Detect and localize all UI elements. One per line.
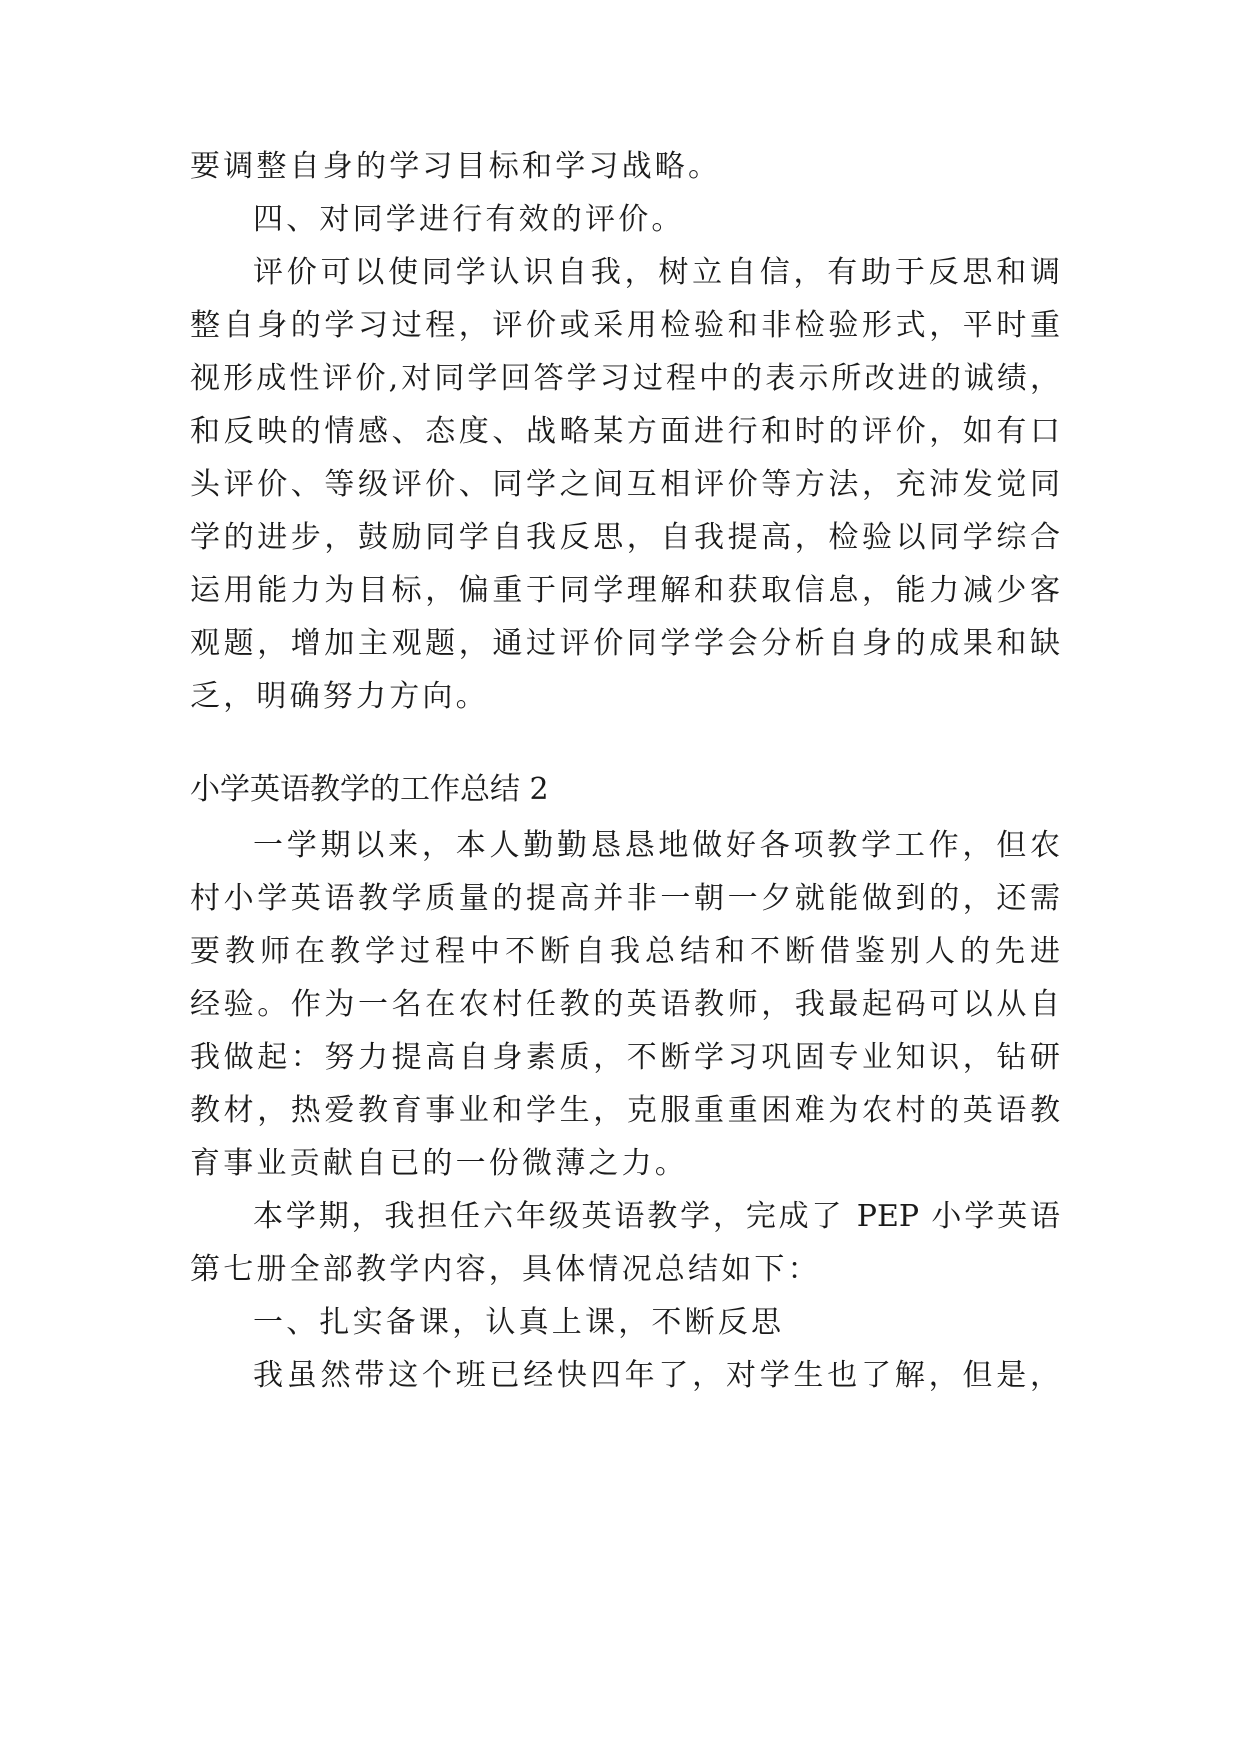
- text-line: 头评价、等级评价、同学之间互相评价等方法，充沛发觉同: [190, 467, 1060, 502]
- text-line: 整自身的学习过程，评价或采用检验和非检验形式，平时重: [190, 308, 1060, 343]
- text-line: 评价可以使同学认识自我，树立自信，有助于反思和调: [253, 255, 1060, 290]
- text-line: 教材，热爱教育事业和学生，克服重重困难为农村的英语教: [190, 1093, 1060, 1128]
- text-line: 一学期以来，本人勤勤恳恳地做好各项教学工作，但农: [253, 828, 1060, 863]
- text-line: 经验。作为一名在农村任教的英语教师，我最起码可以从自: [190, 987, 1060, 1022]
- text-line: 观题，增加主观题，通过评价同学学会分析自身的成果和缺: [190, 626, 1060, 661]
- section-heading: 一、扎实备课，认真上课，不断反思: [253, 1305, 785, 1340]
- text-line: 视形成性评价,对同学回答学习过程中的表示所改进的诚绩，: [190, 361, 1060, 396]
- text-line: 第七册全部教学内容，具体情况总结如下：: [190, 1252, 821, 1287]
- text-line: 我虽然带这个班已经快四年了，对学生也了解，但是，: [253, 1358, 1060, 1393]
- page-title: 小学英语教学的工作总结 2: [190, 772, 549, 807]
- text-line: 要教师在教学过程中不断自我总结和不断借鉴别人的先进: [190, 934, 1060, 969]
- text-line: 村小学英语教学质量的提高并非一朝一夕就能做到的，还需: [190, 881, 1060, 916]
- text-line: 要调整自身的学习目标和学习战略。: [190, 149, 722, 184]
- text-line: 和反映的情感、态度、战略某方面进行和时的评价，如有口: [190, 414, 1060, 449]
- text-line: 学的进步，鼓励同学自我反思，自我提高，检验以同学综合: [190, 520, 1060, 555]
- text-line: 乏，明确努力方向。: [190, 679, 489, 714]
- text-line: 育事业贡献自已的一份微薄之力。: [190, 1146, 688, 1181]
- text-line: 本学期，我担任六年级英语教学，完成了 PEP 小学英语: [253, 1199, 1060, 1234]
- text-line: 我做起：努力提高自身素质，不断学习巩固专业知识，钻研: [190, 1040, 1060, 1075]
- text-line: 运用能力为目标，偏重于同学理解和获取信息，能力减少客: [190, 573, 1060, 608]
- section-heading: 四、对同学进行有效的评价。: [253, 202, 685, 237]
